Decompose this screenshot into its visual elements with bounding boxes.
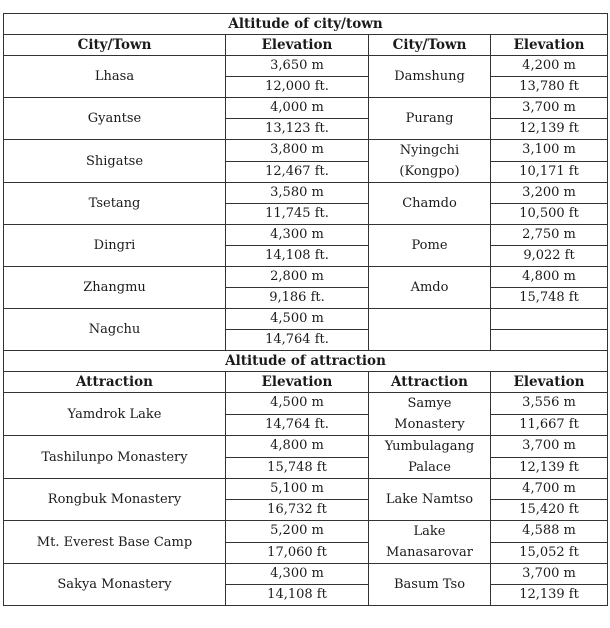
city-section-header-row: [4, 35, 608, 56]
elevation-feet: 12,139 ft: [491, 585, 608, 606]
place-name: Lake Namtso: [369, 479, 491, 521]
place-name: Pome: [369, 225, 491, 267]
elevation-metres: 2,800 m: [226, 267, 369, 288]
table-row: [4, 183, 608, 204]
elevation-metres: 4,300 m: [226, 225, 369, 246]
place-name: Nagchu: [4, 309, 226, 351]
elevation-feet: 15,748 ft: [226, 457, 369, 479]
elevation-feet: 13,780 ft: [491, 77, 608, 98]
elevation-metres: 3,580 m: [226, 183, 369, 204]
elevation-feet: 15,748 ft: [491, 288, 608, 309]
place-name: Shigatse: [4, 140, 226, 183]
elevation-metres: 4,700 m: [491, 479, 608, 500]
elevation-feet: 14,108 ft: [226, 585, 369, 606]
elevation-metres: 3,700 m: [491, 98, 608, 119]
altitude-table: [3, 13, 608, 606]
elevation-feet: 16,732 ft: [226, 500, 369, 521]
place-name: [369, 309, 491, 351]
elevation-feet: 10,171 ft: [491, 161, 608, 183]
column-header: Elevation: [491, 35, 608, 56]
table-row: [4, 479, 608, 500]
place-name: Lhasa: [4, 56, 226, 98]
elevation-feet: 15,420 ft: [491, 500, 608, 521]
elevation-metres: 4,200 m: [491, 56, 608, 77]
place-name: Zhangmu: [4, 267, 226, 309]
table-row: [4, 521, 608, 543]
elevation-metres: 4,300 m: [226, 564, 369, 585]
place-name: Yumbulagang Palace: [369, 436, 491, 479]
place-name: Tashilunpo Monastery: [4, 436, 226, 479]
table-row: [4, 393, 608, 415]
place-name: Nyingchi (Kongpo): [369, 140, 491, 183]
altitude-table-body: [4, 14, 608, 606]
column-header: City/Town: [4, 35, 226, 56]
place-name: Samye Monastery: [369, 393, 491, 436]
place-name: Amdo: [369, 267, 491, 309]
elevation-metres: 3,100 m: [491, 140, 608, 162]
elevation-feet: 13,123 ft.: [226, 119, 369, 140]
elevation-feet: 14,764 ft.: [226, 414, 369, 436]
column-header: Elevation: [226, 372, 369, 393]
elevation-metres: 5,100 m: [226, 479, 369, 500]
column-header: Attraction: [369, 372, 491, 393]
table-row: [4, 225, 608, 246]
column-header: City/Town: [369, 35, 491, 56]
elevation-feet: 14,764 ft.: [226, 330, 369, 351]
table-row: [4, 267, 608, 288]
place-name: Damshung: [369, 56, 491, 98]
elevation-metres: 3,556 m: [491, 393, 608, 415]
elevation-metres: 2,750 m: [491, 225, 608, 246]
city-section-title-row: [4, 14, 608, 35]
place-name: Chamdo: [369, 183, 491, 225]
place-name: Sakya Monastery: [4, 564, 226, 606]
place-name: Tsetang: [4, 183, 226, 225]
elevation-feet: [491, 330, 608, 351]
elevation-feet: 11,667 ft: [491, 414, 608, 436]
elevation-metres: 3,700 m: [491, 564, 608, 585]
elevation-metres: 4,500 m: [226, 309, 369, 330]
elevation-feet: 17,060 ft: [226, 542, 369, 564]
elevation-feet: 12,139 ft: [491, 119, 608, 140]
elevation-feet: 12,000 ft.: [226, 77, 369, 98]
elevation-metres: 3,800 m: [226, 140, 369, 162]
attraction-section-header-row: [4, 372, 608, 393]
elevation-feet: 12,467 ft.: [226, 161, 369, 183]
elevation-metres: 3,200 m: [491, 183, 608, 204]
column-header: Elevation: [491, 372, 608, 393]
elevation-feet: 10,500 ft: [491, 204, 608, 225]
elevation-feet: 9,186 ft.: [226, 288, 369, 309]
place-name: Mt. Everest Base Camp: [4, 521, 226, 564]
place-name: Rongbuk Monastery: [4, 479, 226, 521]
table-row: [4, 309, 608, 330]
table-row: [4, 564, 608, 585]
elevation-metres: [491, 309, 608, 330]
column-header: Elevation: [226, 35, 369, 56]
table-row: [4, 140, 608, 162]
elevation-metres: 5,200 m: [226, 521, 369, 543]
elevation-metres: 4,588 m: [491, 521, 608, 543]
elevation-metres: 4,500 m: [226, 393, 369, 415]
elevation-feet: 9,022 ft: [491, 246, 608, 267]
city-section-title: Altitude of city/town: [4, 14, 608, 35]
column-header: Attraction: [4, 372, 226, 393]
elevation-feet: 15,052 ft: [491, 542, 608, 564]
elevation-metres: 3,650 m: [226, 56, 369, 77]
attraction-section-title-row: [4, 351, 608, 372]
place-name: Purang: [369, 98, 491, 140]
table-row: [4, 56, 608, 77]
place-name: Lake Manasarovar: [369, 521, 491, 564]
elevation-feet: 12,139 ft: [491, 457, 608, 479]
elevation-metres: 3,700 m: [491, 436, 608, 458]
place-name: Yamdrok Lake: [4, 393, 226, 436]
elevation-metres: 4,000 m: [226, 98, 369, 119]
place-name: Dingri: [4, 225, 226, 267]
elevation-metres: 4,800 m: [226, 436, 369, 458]
elevation-metres: 4,800 m: [491, 267, 608, 288]
attraction-section-title: Altitude of attraction: [4, 351, 608, 372]
place-name: Basum Tso: [369, 564, 491, 606]
table-row: [4, 98, 608, 119]
elevation-feet: 14,108 ft.: [226, 246, 369, 267]
place-name: Gyantse: [4, 98, 226, 140]
elevation-feet: 11,745 ft.: [226, 204, 369, 225]
table-row: [4, 436, 608, 458]
